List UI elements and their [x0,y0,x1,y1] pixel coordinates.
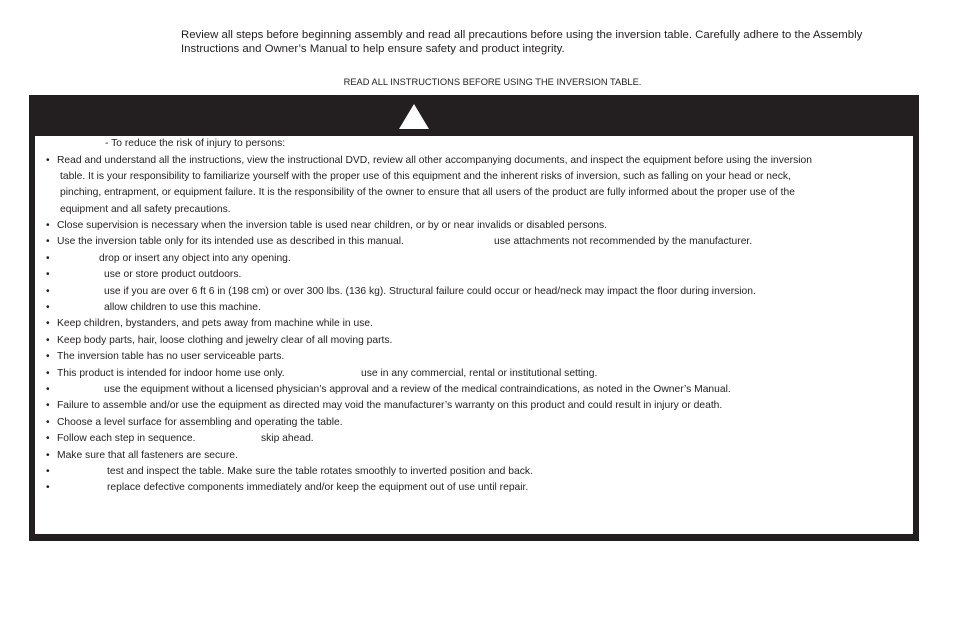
bullet-icon: • [46,351,50,362]
warning-item-12: use the equipment without a licensed physician’s approval and a review of the medical contraindications, as noted in the Owner’s Manual. [104,384,731,395]
warning-triangle-icon [398,103,430,130]
warning-item-1-line-4: equipment and all safety precautions. [60,204,231,215]
bullet-icon: • [46,236,50,247]
warning-item-13: Failure to assemble and/or use the equipment as directed may void the manufacturer’s warranty on this product and could result in injury or death. [57,400,723,411]
warning-item-10: The inversion table has no user serviceable parts. [57,351,285,362]
warning-item-15: Follow each step in sequence. [57,433,196,444]
warning-item-1-line-1: Read and understand all the instructions, view the instructional DVD, review all other accompanying documents, and inspect the equipment before using the inversion [57,155,812,166]
bullet-icon: • [46,253,50,264]
bullet-icon: • [46,450,50,461]
bullet-icon: • [46,220,50,231]
bullet-icon: • [46,286,50,297]
warning-item-15-cont: skip ahead. [261,433,314,444]
warning-item-6: use if you are over 6 ft 6 in (198 cm) or over 300 lbs. (136 kg). Structural failure could occur or head/neck may impact the floor during inversion. [104,286,756,297]
warning-item-11-cont: use in any commercial, rental or institutional setting. [361,368,598,379]
warning-item-11: This product is intended for indoor home use only. [57,368,285,379]
warning-item-16: Make sure that all fasteners are secure. [57,450,238,461]
warning-item-1-line-2: table. It is your responsibility to familiarize yourself with the proper use of this equipment and the inherent risks of inversion, such as falling on your head or neck, [60,171,791,182]
bullet-icon: • [46,335,50,346]
warning-lead: - To reduce the risk of injury to persons: [105,138,286,149]
warning-item-7: allow children to use this machine. [104,302,261,313]
warning-box [29,95,919,541]
bullet-icon: • [46,155,50,166]
warning-item-5: use or store product outdoors. [104,269,242,280]
bullet-icon: • [46,384,50,395]
warning-item-14: Choose a level surface for assembling and operating the table. [57,417,343,428]
bullet-icon: • [46,482,50,493]
bullet-icon: • [46,433,50,444]
bullet-icon: • [46,466,50,477]
warning-item-4: drop or insert any object into any opening. [99,253,291,264]
intro-line-1: Review all steps before beginning assembly and read all precautions before using the inversion table. Carefully adhere to the Assembly [181,29,863,41]
intro-line-2: Instructions and Owner’s Manual to help ensure safety and product integrity. [181,43,565,55]
warning-item-2: Close supervision is necessary when the inversion table is used near children, or by or near invalids or disabled persons. [57,220,608,231]
bullet-icon: • [46,269,50,280]
bullet-icon: • [46,318,50,329]
bullet-icon: • [46,302,50,313]
warning-item-3: Use the inversion table only for its intended use as described in this manual. [57,236,404,247]
read-all-notice: READ ALL INSTRUCTIONS BEFORE USING THE INVERSION TABLE. [343,77,642,87]
bullet-icon: • [46,417,50,428]
warning-item-3-cont: use attachments not recommended by the manufacturer. [494,236,753,247]
bullet-icon: • [46,400,50,411]
warning-item-1-line-3: pinching, entrapment, or equipment failure. It is the responsibility of the owner to ensure that all users of the product are fully informed about the proper use of the [60,187,795,198]
warning-item-18: replace defective components immediately and/or keep the equipment out of use until repair. [107,482,529,493]
intro-paragraph [181,28,921,56]
warning-content [35,136,913,534]
warning-item-8: Keep children, bystanders, and pets away from machine while in use. [57,318,373,329]
warning-item-17: test and inspect the table. Make sure the table rotates smoothly to inverted position and back. [107,466,533,477]
warning-header-bar [29,95,919,136]
bullet-icon: • [46,368,50,379]
warning-item-9: Keep body parts, hair, loose clothing and jewelry clear of all moving parts. [57,335,393,346]
